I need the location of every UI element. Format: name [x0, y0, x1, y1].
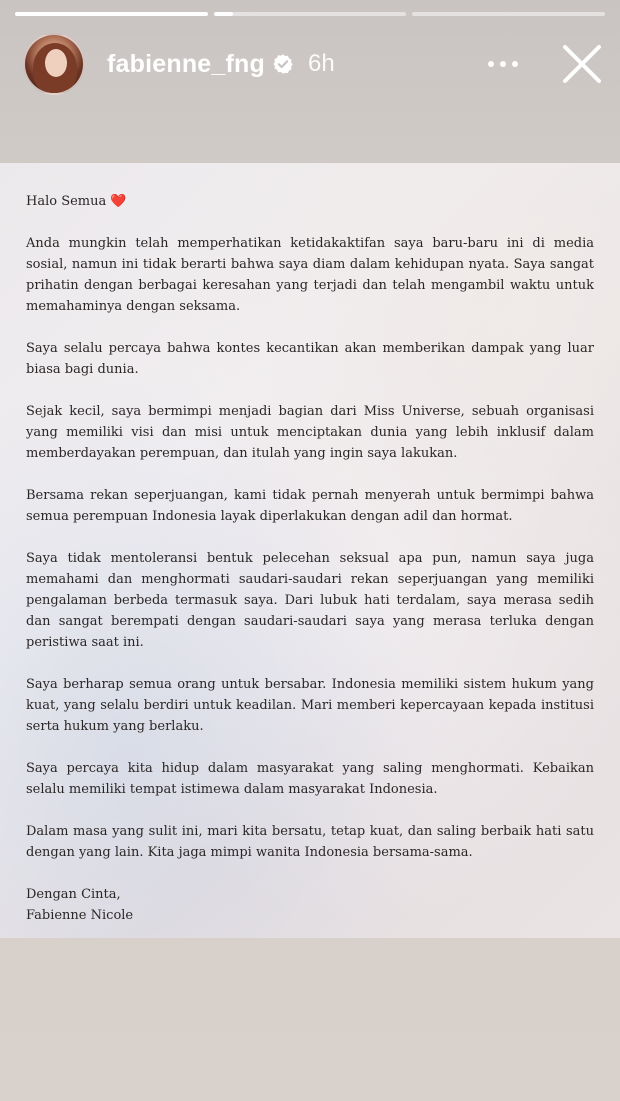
progress-fill [214, 12, 233, 16]
username[interactable]: fabienne_fng [107, 49, 265, 78]
more-dot [488, 61, 494, 67]
progress-fill [15, 12, 208, 16]
letter-paragraph: Bersama rekan seperjuangan, kami tidak pernah menyerah untuk bermimpi bahwa semua perempuan Indonesia layak diperlakukan dengan adil dan hormat. [26, 488, 594, 524]
letter-closing: Dengan Cinta, [26, 887, 121, 902]
verified-badge-icon [272, 53, 294, 75]
post-time: 6h [307, 50, 335, 77]
close-icon[interactable] [562, 44, 602, 84]
progress-segment [412, 12, 605, 16]
letter-image [0, 163, 620, 938]
letter-paragraph: Anda mungkin telah memperhatikan ketidakaktifan saya baru-baru ini di media sosial, namun ini tidak berarti bahwa saya diam dalam kehidupan nyata. Saya sangat prihatin dengan berbagai keresahan yang terjadi dan telah mengambil waktu untuk memahaminya dengan seksama. [26, 236, 594, 314]
letter-signature: Fabienne Nicole [26, 908, 134, 923]
story-header [23, 32, 602, 96]
letter-paragraph: Saya tidak mentoleransi bentuk pelecehan seksual apa pun, namun saya juga memahami dan menghormati saudari-saudari rekan seperjuangan yang memiliki pengalaman berbeda termasuk saya. Dari lubuk hati terdalam, saya merasa sedih dan sangat berempati dengan saudari-saudari saya yang merasa terluka dengan peristiwa saat ini. [26, 551, 594, 650]
letter-paragraph: Sejak kecil, saya bermimpi menjadi bagian dari Miss Universe, sebuah organisasi yang memiliki visi dan misi untuk menciptakan dunia yang lebih inklusif dalam memberdayakan perempuan, dan itulah yang ingin saya lakukan. [26, 404, 594, 461]
letter-paragraph: Saya selalu percaya bahwa kontes kecantikan akan memberikan dampak yang luar biasa bagi dunia. [26, 341, 594, 377]
avatar-face [45, 49, 67, 77]
letter-paragraph: Dalam masa yang sulit ini, mari kita bersatu, tetap kuat, dan saling berbaik hati satu dengan yang lain. Kita jaga mimpi wanita Indonesia bersama-sama. [26, 824, 594, 860]
more-icon[interactable] [488, 61, 518, 67]
progress-segment [15, 12, 208, 16]
more-dot [500, 61, 506, 67]
story-progress-bar [15, 12, 605, 16]
letter-paragraph: Saya berharap semua orang untuk bersabar. Indonesia memiliki sistem hukum yang kuat, yang selalu berdiri untuk keadilan. Mari memberi kepercayaan kepada institusi serta hukum yang berlaku. [26, 677, 594, 734]
letter-greeting [26, 191, 594, 212]
letter-text [26, 191, 594, 926]
greeting-text: Halo Semua [26, 194, 107, 209]
more-dot [512, 61, 518, 67]
heart-emoji: ❤️ [110, 194, 127, 209]
avatar[interactable] [23, 33, 85, 95]
progress-segment [214, 12, 407, 16]
letter-paragraph: Saya percaya kita hidup dalam masyarakat yang saling menghormati. Kebaikan selalu memiliki tempat istimewa dalam masyarakat Indonesia. [26, 761, 594, 797]
